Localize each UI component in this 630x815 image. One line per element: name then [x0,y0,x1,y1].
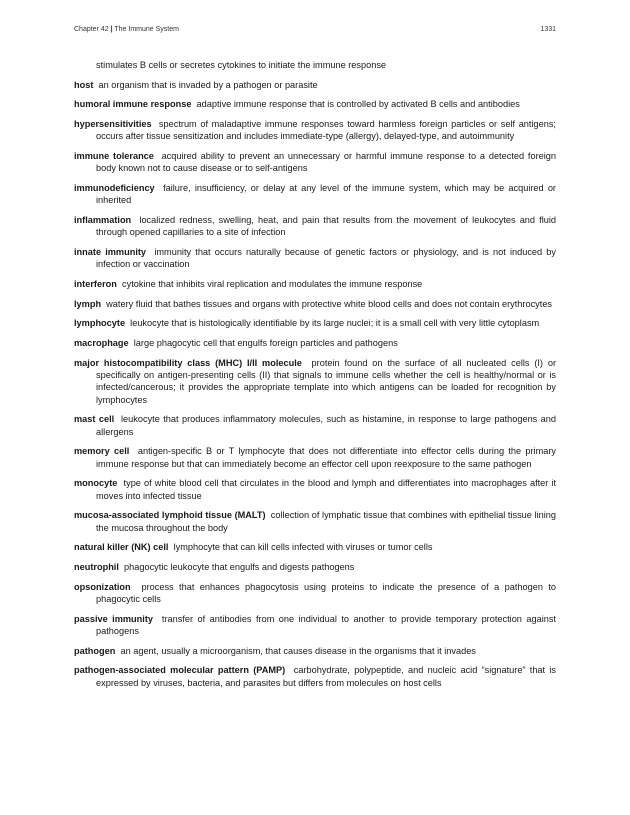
glossary-definition: type of white blood cell that circulates in the blood and lymph and differentiates into macrophages after it moves into infected tissue [96,478,556,501]
glossary-entry [74,541,556,553]
glossary-entry [74,477,556,502]
glossary-definition: large phagocytic cell that engulfs foreign particles and pathogens [133,338,398,349]
glossary-list [74,59,556,696]
glossary-term: lymphocyte [74,318,126,329]
glossary-term: opsonization [74,581,131,592]
header-separator: | [110,26,113,33]
glossary-term: neutrophil [74,561,119,572]
glossary-entry [74,79,556,91]
glossary-definition: leukocyte that is histologically identifiable by its large nuclei; it is a small cell with very little cytoplasm [130,318,540,329]
glossary-definition: leukocyte that produces inflammatory molecules, such as histamine, in response to large pathogens and allergens [96,414,557,437]
glossary-term: passive immunity [74,613,154,624]
glossary-term: monocyte [74,478,118,489]
glossary-term: interferon [74,278,117,289]
glossary-entry [74,182,556,207]
glossary-definition: lymphocyte that can kill cells infected with viruses or tumor cells [173,542,433,553]
glossary-entry [74,118,556,143]
glossary-entry [74,413,556,438]
glossary-definition: transfer of antibodies from one individual to another to provide temporary protection against pathogens [96,613,556,636]
glossary-definition: failure, insufficiency, or delay at any level of the immune system, which may be acquired or inherited [96,183,556,206]
glossary-entry [74,246,556,271]
glossary-entry [74,664,556,689]
page-number: 1331 [540,26,556,33]
glossary-definition: spectrum of maladaptive immune responses toward harmless foreign particles or self antigens; occurs after tissue sensitization and includes immediate-type (allergy), delayed-type, and autoimmunity [96,119,556,142]
glossary-term: pathogen-associated molecular pattern (PAMP) [74,665,286,676]
glossary-entry [74,214,556,239]
glossary-definition: localized redness, swelling, heat, and pain that results from the movement of leukocytes and fluid through opened capillaries to a site of infection [96,215,556,238]
glossary-definition: carbohydrate, polypeptide, and nucleic acid “signature” that is expressed by viruses, bacteria, and parasites but differs from molecules on host cells [96,665,556,688]
glossary-definition: process that enhances phagocytosis using proteins to indicate the presence of a pathogen to phagocytic cells [96,581,556,604]
glossary-term: major histocompatibility class (MHC) I/II molecule [74,357,302,368]
running-header [74,26,556,33]
glossary-definition: collection of lymphatic tissue that combines with epithelial tissue lining the mucosa throughout the body [96,510,556,533]
glossary-entry [74,561,556,573]
chapter-title [74,26,179,33]
glossary-definition: cytokine that inhibits viral replication and modulates the immune response [122,278,423,289]
glossary-term: mucosa-associated lymphoid tissue (MALT) [74,510,266,521]
glossary-entry [74,445,556,470]
glossary-entry [74,645,556,657]
glossary-definition: phagocytic leukocyte that engulfs and digests pathogens [124,561,355,572]
glossary-entry [74,317,556,329]
chapter-name: The Immune System [114,26,179,33]
glossary-definition: antigen-specific B or T lymphocyte that does not differentiate into effector cells during the primary immune response but that can immediately become an effector cell upon reexposure to the same pathogen [96,446,556,469]
glossary-entry [74,150,556,175]
glossary-term: immune tolerance [74,151,154,162]
glossary-definition: protein found on the surface of all nucleated cells (I) or specifically on antigen-presenting cells (II) that signals to immune cells whether the cell is healthy/normal or is infected/cancerous; it provides the appropriate template into which antigens can be loaded for recognition by lymphocytes [96,357,556,405]
glossary-entry [74,337,556,349]
glossary-term: host [74,79,94,90]
continued-definition: stimulates B cells or secretes cytokines to initiate the immune response [96,60,387,70]
glossary-term: memory cell [74,446,130,457]
glossary-definition: acquired ability to prevent an unnecessary or harmful immune response to a detected foreign body known not to cause disease or to self-antigens [96,151,557,174]
glossary-definition: immunity that occurs naturally because of genetic factors or physiology, and is not induced by infection or vaccination [96,247,556,270]
glossary-entry [74,98,556,110]
glossary-definition: watery fluid that bathes tissues and organs with protective white blood cells and does not contain erythrocytes [106,298,553,309]
glossary-definition: an organism that is invaded by a pathogen or parasite [98,79,318,90]
glossary-term: inflammation [74,215,132,226]
glossary-entry [74,278,556,290]
glossary-term: hypersensitivities [74,119,152,130]
glossary-term: humoral immune response [74,99,192,110]
glossary-term: natural killer (NK) cell [74,542,169,553]
glossary-entry [74,613,556,638]
glossary-entry [74,509,556,534]
glossary-term: pathogen [74,645,116,656]
glossary-entry [74,581,556,606]
glossary-term: innate immunity [74,247,147,257]
chapter-label: Chapter 42 [74,26,109,33]
glossary-term: immunodeficiency [74,183,155,194]
glossary-definition: an agent, usually a microorganism, that causes disease in the organisms that it invades [120,645,476,656]
glossary-definition: adaptive immune response that is controlled by activated B cells and antibodies [196,99,520,110]
glossary-term: macrophage [74,338,129,349]
glossary-term: mast cell [74,414,115,425]
glossary-entry [74,357,556,406]
glossary-entry [74,298,556,310]
glossary-term: lymph [74,298,102,309]
